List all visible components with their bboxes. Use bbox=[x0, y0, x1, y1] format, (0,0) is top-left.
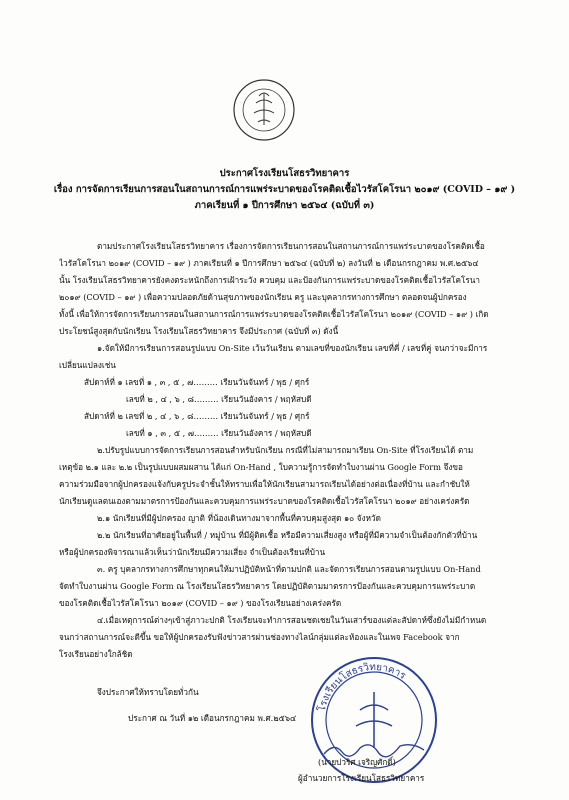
schedule-row: สัปดาห์ที่ ๑ เลขที่ ๑ , ๓ , ๕ , ๗……… เรียนวันจันทร์ / พุธ / ศุกร์ bbox=[84, 377, 310, 387]
body-line: ๑.จัดให้มีการเรียนการสอนรูปแบบ On-Site เว้นวันเรียน ตามเลขที่ของนักเรียน เลขที่คี่ / เลขที่คู่ จนกว่าจะมีการ bbox=[97, 343, 488, 353]
body-line: เหตุข้อ ๒.๑ และ ๒.๒ เป็นรูปแบบผสมผสาน ได้แก่ On-Hand , ใบความรู้การจัดทำใบงานผ่าน Google Form จึงขอ bbox=[59, 462, 463, 472]
body-line: ไวรัสโคโรนา ๒๐๑๙ (COVID – ๑๙ ) ภาคเรียนที่ ๑ ปีการศึกษา ๒๕๖๔ (ฉบับที่ ๒) ลงวันที่ ๒ เดือนกรกฎาคม พ.ศ.๒๕๖๔ bbox=[59, 258, 479, 268]
body-line: ของโรคติดเชื้อไวรัสโคโรนา ๒๐๑๙ (COVID – ๑๙ ) ของโรงเรียนอย่างเคร่งครัด bbox=[59, 598, 342, 608]
body-line: ตามประกาศโรงเรียนโสธรวิทยาคาร เรื่องการจัดการเรียนการสอนในสถานการณ์การแพร่ระบาดของโรคติดเชื้อ bbox=[97, 241, 485, 251]
schedule-row: สัปดาห์ที่ ๒ เลขที่ ๒ , ๔ , ๖ , ๘……… เรียนวันจันทร์ / พุธ / ศุกร์ bbox=[84, 411, 310, 421]
body-line: นั้น โรงเรียนโสธรวิทยาคารยังคงตระหนักถึงการเฝ้าระวัง ควบคุม และป้องกันการแพร่ระบาดของโรคติดเชื้อไวรัสโคโรนา bbox=[59, 275, 480, 285]
body-line: ๔.เมื่อเหตุการณ์ต่างๆเข้าสู่ภาวะปกติ โรงเรียนจะทำการสอนชดเชยในวันเสาร์ของแต่ละสัปดาห์ซึ่งยังไม่มีกำหนด bbox=[97, 615, 487, 625]
body-line: เปลี่ยนแปลงเช่น bbox=[59, 360, 116, 370]
body-line: ความร่วมมือจากผู้ปกครองแจ้งกับครูประจำชั้นให้ทราบเพื่อให้นักเรียนสามารถเรียนได้อย่างต่อเนื่องที่บ้าน และกำชับให้ bbox=[59, 479, 470, 489]
body-line: ๓. ครู บุคลากรทางการศึกษาทุกคนให้มาปฏิบัติหน้าที่ตามปกติ และจัดการเรียนการสอนตามรูปแบบ On-Hand bbox=[97, 564, 481, 574]
body-line: ๒.๒ นักเรียนที่อาศัยอยู่ในพื้นที่ / หมู่บ้าน ที่มีผู้ติดเชื้อ หรือมีความเสี่ยงสูง หรือผู้ที่มีความจำเป็นต้องกักตัวที่บ้าน bbox=[97, 530, 478, 540]
body-section-1 bbox=[59, 238, 511, 374]
body-line: ทั้งนี้ เพื่อให้การจัดการเรียนการสอนในสถานการณ์การแพร่ระบาดของโรคติดเชื้อไวรัสโคโรนา ๒๐๑๙ (COVID – ๑๙ ) เกิด bbox=[59, 309, 489, 319]
schedule-row: เลขที่ ๑ , ๓ , ๕ , ๗……… เรียนวันอังคาร / พฤหัสบดี bbox=[126, 428, 312, 438]
body-section-2 bbox=[59, 442, 511, 663]
body-line: ประโยชน์สูงสุดกับนักเรียน โรงเรียนโสธรวิทยาคาร จึงมีประกาศ (ฉบับที่ ๓) ดังนี้ bbox=[59, 326, 339, 336]
stamp-text: โรงเรียนโสธรวิทยาคาร bbox=[316, 661, 408, 713]
body-line: ๒.๑ นักเรียนที่มีผู้ปกครอง ญาติ ที่น้องเดินทางมาจากพื้นที่ควบคุมสูงสุด ๑๐ จังหวัด bbox=[97, 513, 381, 523]
closing-text: จึงประกาศให้ทราบโดยทั่วกัน bbox=[97, 687, 199, 697]
body-line: นักเรียนดูแลตนเองตามมาตรการป้องกันและควบคุมการแพร่ระบาดของโรคติดเชื้อไวรัสโคโรนา ๒๐๑๙ อย่างเคร่งครัด bbox=[59, 496, 470, 506]
announcement-term: ภาคเรียนที่ ๑ ปีการศึกษา ๒๕๖๔ (ฉบับที่ ๓) bbox=[194, 200, 375, 211]
svg-text:โรงเรียนโสธรวิทยาคาร bbox=[315, 662, 408, 713]
body-line: จัดทำใบงานผ่าน Google Form ณ โรงเรียนโสธรวิทยาคาร โดยปฏิบัติตามมาตรการป้องกันและควบคุมการแพร่ระบาด bbox=[59, 581, 476, 591]
school-logo-icon bbox=[232, 78, 296, 142]
announcement-heading: ประกาศโรงเรียนโสธรวิทยาคาร bbox=[219, 168, 350, 179]
signer-title: ผู้อำนวยการโรงเรียนโสธรวิทยาคาร bbox=[298, 773, 425, 783]
announcement-date: ประกาศ ณ วันที่ ๑๒ เดือนกรกฎาคม พ.ศ.๒๕๖๔ bbox=[128, 713, 297, 723]
body-line: จนกว่าสถานการณ์จะดีขึ้น ขอให้ผู้ปกครองรับฟังข่าวสารผ่านช่องทางไลน์กลุ่มแต่ละห้องและในเพจ Facebook จาก bbox=[59, 632, 460, 642]
body-line: หรือผู้ปกครองพิจารณาแล้วเห็นว่านักเรียนมีความเสี่ยง จำเป็นต้องเรียนที่บ้าน bbox=[59, 547, 326, 557]
schedule-list bbox=[84, 374, 312, 442]
announcement-subject: เรื่อง การจัดการเรียนการสอนในสถานการณ์การแพร่ระบาดของโรคติดเชื้อไวรัสโคโรนา ๒๐๑๙ (COVID – ๑๙ ) bbox=[53, 184, 516, 195]
body-line: ๒.ปรับรูปแบบการจัดการเรียนการสอนสำหรับนักเรียน กรณีที่ไม่สามารถมาเรียน On-Site ที่โรงเรียนได้ ตาม bbox=[97, 445, 474, 455]
body-line: ๒๐๑๙ (COVID – ๑๙ ) เพื่อความปลอดภัยด้านสุขภาพของนักเรียน ครู และบุคลากรทางการศึกษา ตลอดจนผู้ปกครอง bbox=[59, 292, 467, 302]
signer-name: (นายปวริศ เจริญศักดิ์) bbox=[318, 757, 396, 767]
schedule-row: เลขที่ ๒ , ๔ , ๖ , ๘……… เรียนวันอังคาร / พฤหัสบดี bbox=[126, 394, 312, 404]
body-line: โรงเรียนอย่างใกล้ชิด bbox=[59, 649, 133, 659]
